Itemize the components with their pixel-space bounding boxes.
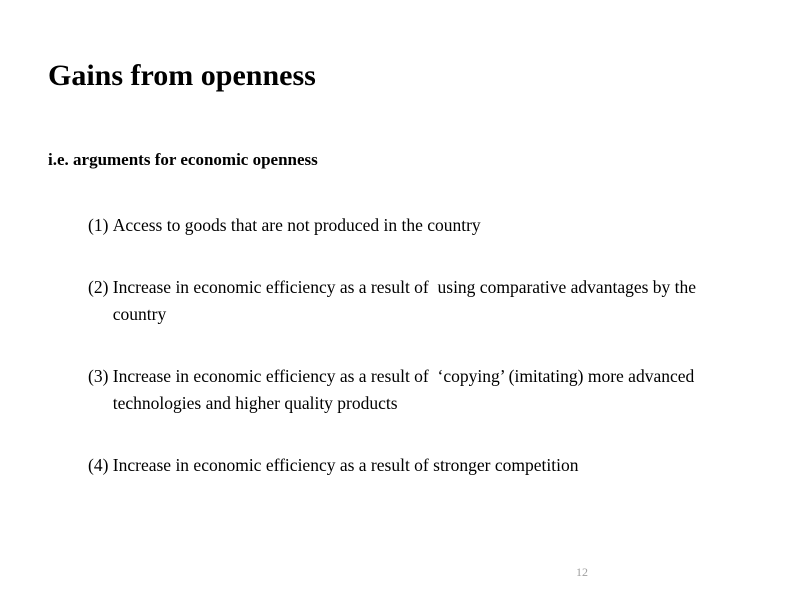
argument-number: (4) [88, 455, 113, 475]
argument-item-1 [88, 212, 748, 239]
slide-title: Gains from openness [48, 59, 316, 92]
argument-number: (2) [88, 277, 113, 297]
argument-number: (1) [88, 215, 113, 235]
argument-number: (3) [88, 366, 113, 386]
argument-item-2 [88, 274, 748, 328]
argument-item-3 [88, 363, 748, 417]
argument-text: Access to goods that are not produced in the country [112, 215, 481, 235]
slide-subtitle: i.e. arguments for economic openness [48, 150, 318, 169]
argument-text: Increase in economic efficiency as a result of ‘copying’ (imitating) more advanced technologies and higher quality products [112, 366, 699, 413]
argument-item-4 [88, 452, 748, 479]
argument-text: Increase in economic efficiency as a result of using comparative advantages by the country [112, 277, 701, 324]
argument-list [88, 212, 748, 479]
argument-text: Increase in economic efficiency as a result of stronger competition [112, 455, 579, 475]
page-number: 12 [576, 565, 588, 579]
